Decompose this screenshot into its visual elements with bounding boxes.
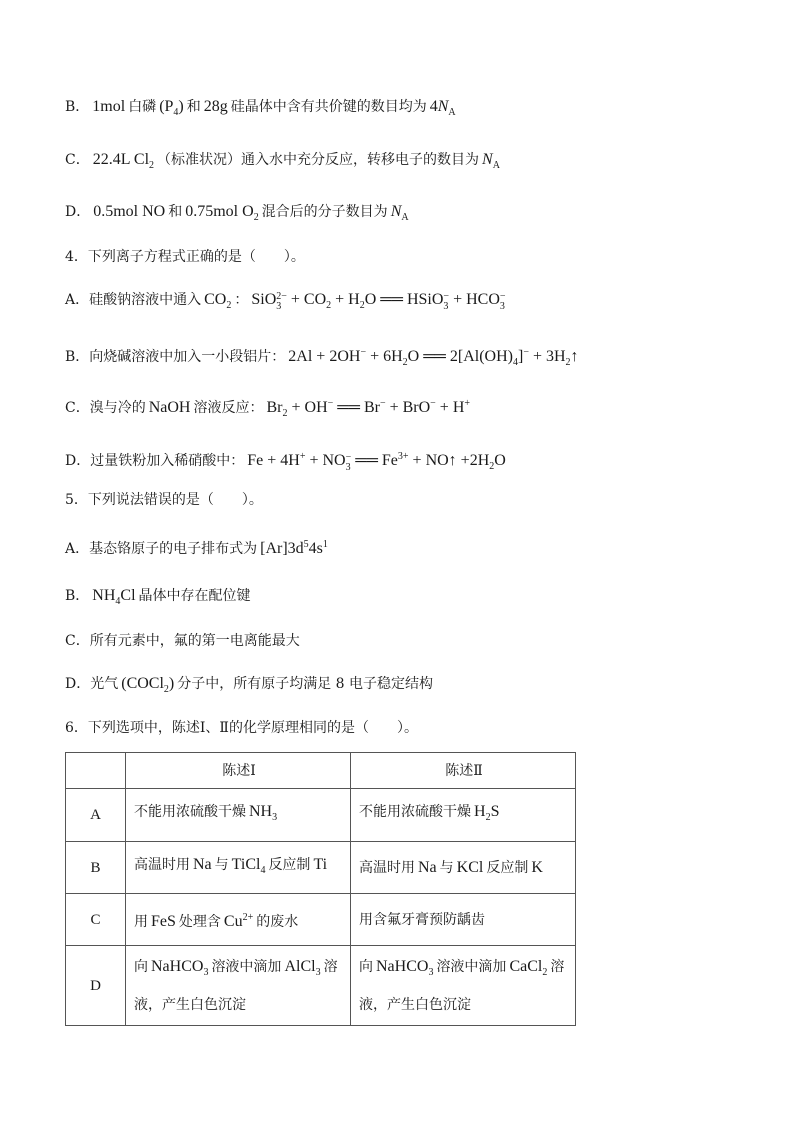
header-statement-2: 陈述Ⅱ [351,753,576,789]
text-run: （标准状况）通入水中充分反应，转移电子的数目为 [157,152,480,168]
text-run: 用含氟牙膏预防龋齿 [359,911,485,928]
superscript: + [464,398,471,409]
formula-run: AlCl [284,957,316,975]
text-run: 反应制 [486,859,529,876]
superscript: 2− [276,291,287,302]
table-header-row [66,753,576,789]
text-run: 5．下列说法错误的是（ ）。 [65,492,263,508]
subscript: 3 [428,966,434,978]
text-run: 高温时用 [359,859,415,876]
q4-option-b [65,338,579,368]
subscript: 2 [485,812,491,823]
formula-run: Cu [223,912,243,930]
statement-1-cell [126,789,351,842]
text-run: 与 [439,859,454,876]
text-run: 4．下列离子方程式正确的是（ ）。 [65,249,305,265]
text-run: D．光气 [65,676,119,692]
header-statement-1: 陈述Ⅰ [126,753,351,789]
q6-comparison-table [65,752,576,1026]
subscript: 3 [345,462,351,473]
subscript: 2 [542,966,548,978]
formula-run: NaHCO [376,957,429,975]
subscript: 2 [149,160,155,171]
formula-run: Na [418,858,437,876]
table-row [66,842,576,894]
text-run: 晶体中存在配位键 [138,588,251,604]
formula-symbol: N [482,151,493,168]
superscript: + [299,451,306,462]
text-run: 溶液中滴加 [211,958,282,975]
formula-run: O ══ HSiO [364,291,444,308]
text-run: 不能用浓硫酸干燥 [359,804,471,820]
formula-run: + BrO [385,399,431,416]
superscript: 3+ [397,451,409,462]
formula-run: NaOH [148,399,191,416]
text-run: 向 [359,958,373,975]
formula-run: [Al(OH) [457,348,513,365]
subscript: 2 [253,212,259,223]
formula-run: + 3H [528,348,566,365]
formula-run: ) [178,98,184,115]
table-row [66,789,576,842]
subscript: 2 [402,357,408,368]
superscript: 2+ [242,911,254,923]
table-corner-cell [66,753,126,789]
formula-run: Ti [313,855,328,873]
formula-run: ) [168,675,175,692]
formula-run: + H [331,291,360,308]
formula-run: ══ Br [333,399,380,416]
superscript: − [499,291,506,302]
statement-1-cell [126,842,351,894]
statement-1-cell [126,946,351,1026]
formula-run: SiO [251,291,277,308]
text-run: D． [65,204,91,220]
subscript: 2 [326,300,332,311]
sub-sup-stack [276,292,287,312]
formula-run: [Ar]3d [260,540,304,557]
superscript: − [379,398,386,409]
subscript: 4 [512,357,518,368]
q3-option-b [65,92,456,122]
text-run: A．硅酸钠溶液中通入 [65,292,202,308]
superscript: − [443,291,450,302]
formula-run: CaCl [509,957,543,975]
text-run: 硅晶体中含有共价键的数目均为 [230,99,427,115]
text-run: A．基态铬原子的电子排布式为 [65,541,258,557]
subscript: A [492,160,500,171]
formula-symbol: N [390,203,402,220]
formula-run: 2Al + 2OH [288,348,361,365]
statement-2-cell [351,894,576,946]
subscript: 3 [315,966,321,978]
formula-run: 4 [429,98,438,115]
subscript: 3 [443,301,449,312]
formula-run: 4s [308,540,323,557]
q6-stem [65,713,418,743]
text-run: D．过量铁粉加入稀硝酸中： [65,453,245,469]
row-label: A [66,789,126,842]
q3-option-d [65,197,409,227]
text-run: 与 [214,856,229,873]
subscript: 3 [276,301,282,312]
formula-run: Na [193,855,212,873]
formula-run: + NO↑ +2H [408,452,490,469]
formula-run: KCl [456,858,484,876]
text-run: B． [65,588,90,604]
subscript: 2 [359,300,365,311]
formula-run: 0.5mol NO [93,203,166,220]
text-run: 混合后的分子数目为 [261,204,388,220]
formula-run: O [494,452,506,469]
formula-run: + HCO [449,291,500,308]
text-run: B． [65,99,90,115]
formula-run: + OH [287,399,328,416]
text-run: B．向烧碱溶液中加入一小段铝片： [65,349,286,365]
formula-run: 0.75mol O [185,203,254,220]
formula-run: ↑ [570,348,579,365]
table-row [66,894,576,946]
statement-2-cell [351,842,576,894]
text-run: 溶液，产生白色沉淀 [359,958,565,1013]
formula-run: NH [249,803,273,820]
text-run: C．溴与冷的 [65,400,146,416]
formula-run: TiCl [231,855,261,873]
formula-run: NH [92,587,116,604]
text-run: 溶液，产生白色沉淀 [134,958,338,1013]
superscript: − [360,347,367,358]
q5-option-c [65,626,300,656]
formula-run: 1mol [92,98,126,115]
text-run: 6．下列选项中，陈述Ⅰ、Ⅱ的化学原理相同的是（ ）。 [65,720,418,736]
text-run: 和 [168,204,183,220]
text-run: 处理含 [178,913,221,930]
formula-run: Fe + 4H [247,452,300,469]
formula-run: + NO [305,452,346,469]
subscript: A [401,212,409,223]
text-run: 用 [134,913,148,930]
text-run: C．所有元素中，氟的第一电离能最大 [65,633,300,649]
formula-symbol: N [437,98,449,115]
q5-option-a [65,530,328,560]
text-run: 不能用浓硫酸干燥 [134,804,246,820]
formula-run: NaHCO [151,957,204,975]
text-run: 和 [186,99,201,115]
sub-sup-stack [500,292,506,312]
subscript: 2 [489,461,495,472]
text-run: C． [65,152,90,168]
row-label: B [66,842,126,894]
q5-option-d [65,669,433,699]
q3-option-c [65,145,500,175]
superscript: − [345,452,352,463]
superscript: − [523,347,529,358]
q4-option-a [65,285,506,315]
superscript: − [327,398,334,409]
q5-stem [65,485,263,515]
text-run: 白磷 [128,99,157,115]
formula-run: H [474,803,486,820]
formula-run: (P [159,98,174,115]
q4-stem [65,242,305,272]
text-run: 溶液反应： [193,400,264,416]
superscript: − [430,398,436,409]
formula-run: Cl [120,587,136,604]
row-label: C [66,894,126,946]
formula-run: Br [266,399,283,416]
formula-run: K [531,858,543,876]
text-run: 高温时用 [134,856,190,873]
text-run: 的废水 [256,913,299,930]
q4-option-d [65,442,506,472]
statement-1-cell [126,894,351,946]
subscript: 3 [499,301,505,312]
subscript: 2 [226,300,232,311]
formula-run: FeS [151,912,176,930]
text-run: ： [234,292,249,308]
formula-run: CO [204,291,227,308]
statement-2-cell [351,789,576,842]
formula-run: 28g [203,98,228,115]
subscript: 3 [203,966,209,978]
formula-run: + CO [286,291,327,308]
subscript: 4 [115,596,121,607]
subscript: 2 [163,684,169,695]
subscript: 2 [565,357,571,368]
subscript: 2 [282,408,288,419]
text-run: 向 [134,958,148,975]
formula-run: + 6H [366,348,403,365]
subscript: A [448,107,456,118]
text-run: 分子中，所有原子均满足 8 电子稳定结构 [177,676,434,692]
formula-run: + H [435,399,465,416]
formula-run: ] [517,348,524,365]
superscript: 1 [322,539,328,550]
formula-run: (COCl [121,675,164,692]
formula-run: ══ Fe [351,452,398,469]
subscript: 4 [173,107,179,118]
subscript: 4 [260,864,266,876]
q4-option-c [65,389,470,419]
row-label: D [66,946,126,1026]
q5-option-b [65,581,251,611]
table-row [66,946,576,1026]
formula-run: 22.4L Cl [92,151,150,168]
formula-run: S [490,803,500,820]
text-run: 溶液中滴加 [436,958,507,975]
formula-run: O ══ 2 [407,348,458,365]
subscript: 3 [272,812,278,823]
statement-2-cell [351,946,576,1026]
superscript: 5 [303,539,309,550]
text-run: 反应制 [268,856,311,873]
